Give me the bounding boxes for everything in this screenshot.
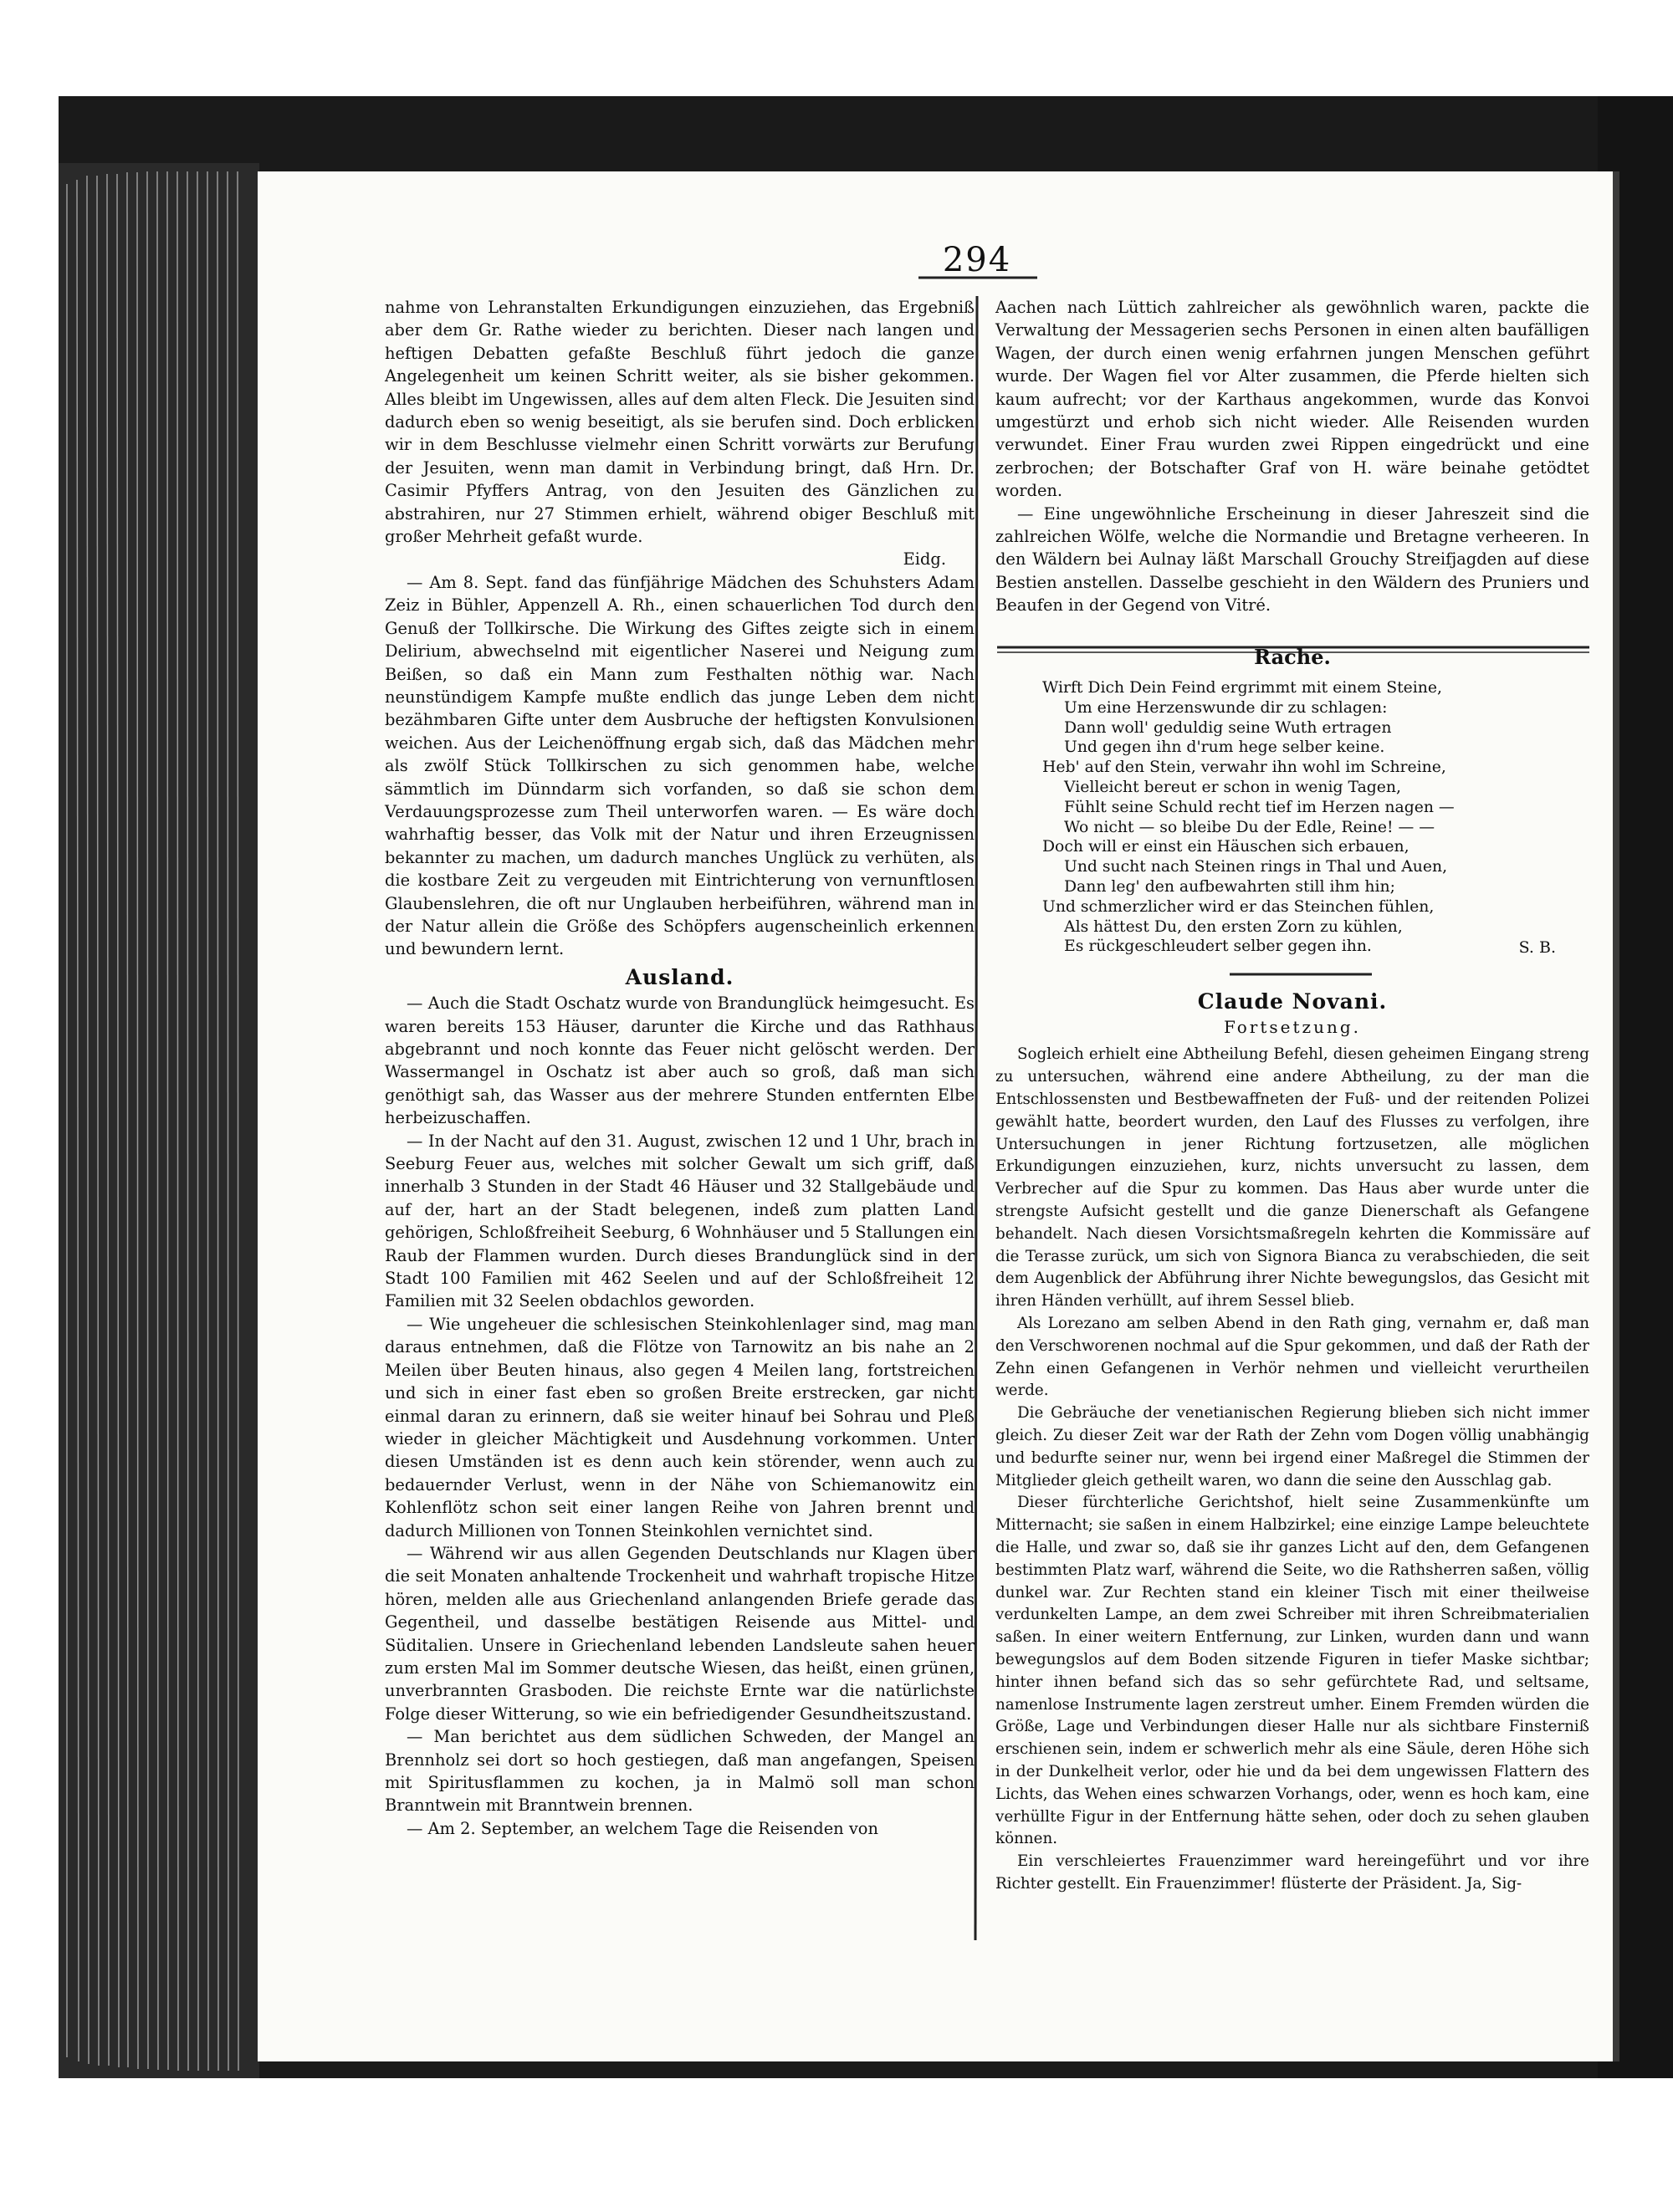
story-paragraph: Dieser fürchterliche Gerichtshof, hielt seine Zusammenkünfte um Mitternacht; sie saßen in einem Halbzirkel; eine einzige Lampe beleuchtete die Halle, und zwar so, daß sie ihr ganzes Licht auf den, dem Gefangenen bestimmten Platz warf, während die Seite, wo die Rathsherren saßen, völlig dunkel war. Zur Rechten stand ein kleiner Tisch mit einer theilweise verdunkelten Lampe, an dem zwei Schreiber mit ihren Schreibmaterialien saßen. In einer weitern Entfernung, zur Linken, wurden dann und wann bewegungslos auf dem Boden sitzende Figuren in tiefer Maske sichtbar; hinter ihnen befand sich das so sehr gefürchtete Rad, und seltsame, namenlose Instrumente lagen zerstreut umher. Einem Fremden würden die Größe, Lage und Verbindungen dieser Halle nur als sichtbare Finsterniß erschienen sein, indem er schwerlich mehr als eine Säule, deren Höhe sich in der Dunkelheit verlor, oder hie und da bei dem ungewissen Flattern des Lichts, das Wehen eines schwarzen Vorhangs, oder, wenn es hoch kam, eine verhüllte Figur in der Entfernung hätte sehen, oder doch zu sehen glauben können. [995, 1494, 1589, 1848]
story-paragraph: Die Gebräuche der venetianischen Regierung blieben sich nicht immer gleich. Zu dieser Zeit war der Rath der Zehn vom Dogen völlig unabhängig und bedurfte seiner nur, wenn bei irgend einer Maßregel die Stimmen der Mitglieder gleich getheilt waren, wo dann die seine den Ausschlag gab. [995, 1404, 1589, 1489]
signature-eidg: Eidg. [903, 549, 946, 570]
poem-line: Und sucht nach Steinen rings in Thal und Auen, [1064, 858, 1448, 876]
poem-line: Doch will er einst ein Häuschen sich erbauen, [1042, 838, 1410, 856]
poem-line: Es rückgeschleudert selber gegen ihn. [1064, 937, 1372, 956]
right-paragraph: Aachen nach Lüttich zahlreicher als gewöhnlich waren, packte die Verwaltung der Messagerien sechs Personen in einen alten baufälligen Wagen, der durch einen wenig erfahrnen jungen Menschen geführt wurde. Der Wagen fiel vor Alter zusammen, die Pferde hielten sich kaum aufrecht; vor der Karthaus angekommen, wurde das Konvoi umgestürzt und erhob sich nicht wieder. Alle Reisenden wurden verwundet. Einer Frau wurden zwei Rippen eingedrückt und eine zerbrochen; der Botschafter Graf von H. wäre beinahe getödtet worden. [995, 298, 1589, 501]
right-column [995, 296, 1589, 1896]
story-paragraph: Als Lorezano am selben Abend in den Rath ging, vernahm er, daß man den Verschworenen nochmal auf die Spur gekommen, und daß der Rath der Zehn einen Gefangenen in Verhör nehmen und vielleicht verurtheilen werde. [995, 1315, 1589, 1400]
poem [995, 678, 1589, 957]
ausland-paragraph: — Am 2. September, an welchem Tage die Reisenden von [407, 1818, 878, 1838]
page-number: 294 [942, 241, 1012, 279]
poem-line: Dann woll' geduldig seine Wuth ertragen [1064, 718, 1392, 737]
right-paragraph: — Eine ungewöhnliche Erscheinung in dieser Jahreszeit sind die zahlreichen Wölfe, welche die Normandie und Bretagne verheeren. In den Wäldern bei Aulnay läßt Marschall Grouchy Streifjagden auf diese Bestien anstellen. Dasselbe geschieht in den Wäldern des Pruniers und Beaufen in der Gegend von Vitré. [995, 503, 1589, 616]
poem-line: Fühlt seine Schuld recht tief im Herzen nagen — [1064, 798, 1455, 816]
ausland-paragraph: — In der Nacht auf den 31. August, zwischen 12 und 1 Uhr, brach in Seeburg Feuer aus, welches mit solcher Gewalt um sich griff, daß innerhalb 3 Stunden in der Stadt 46 Häuser und 32 Stallgebäude und auf der, hart an der Stadt belegenen, indeß zum platten Land gehörigen, Schloßfreiheit Seeburg, 6 Wohnhäuser und 5 Stallungen ein Raub der Flammen wurden. Durch dieses Brandunglück sind in der Stadt 100 Familien mit 462 Seelen und auf der Schloßfreiheit 12 Familien mit 32 Seelen obdachlos geworden. [385, 1131, 975, 1311]
story-paragraph: Ein verschleiertes Frauenzimmer ward hereingeführt und vor ihre Richter gestellt. Ein Frauenzimmer! flüsterte der Präsident. Ja, Sig- [995, 1852, 1589, 1893]
left-column [385, 296, 975, 1935]
ausland-paragraph: — Man berichtet aus dem südlichen Schweden, der Mangel an Brennholz sei dort so hoch gestiegen, daß man angefangen, Speisen mit Spiritusflammen zu kochen, ja in Malmö soll man schon Branntwein mit Branntwein brennen. [385, 1727, 975, 1816]
poem-line: Und gegen ihn d'rum hege selber keine. [1064, 738, 1385, 757]
story-subtitle: Fortsetzung. [1223, 1017, 1362, 1038]
scan-shadow-top [59, 96, 1623, 176]
poem-line: Wirft Dich Dein Feind ergrimmt mit einem Steine, [1042, 679, 1442, 697]
poem-line: Heb' auf den Stein, verwahr ihn wohl im Schreine, [1042, 759, 1446, 777]
story-title: Claude Novani. [1197, 989, 1388, 1014]
poem-signature: S. B. [1518, 938, 1556, 958]
poem-line: Als hättest Du, den ersten Zorn zu kühlen, [1064, 917, 1403, 936]
poem-line: Vielleicht bereut er schon in wenig Tagen, [1064, 779, 1401, 797]
story-paragraph: Sogleich erhielt eine Abtheilung Befehl, diesen geheimen Eingang streng zu untersuchen, während eine andere Abtheilung, zu der man die Entschlossensten und Bestbewaffneten der Fuß- und der reitenden Polizei gewählt hatte, beordert wurden, den Lauf des Flusses zu verfolgen, ihre Untersuchungen in jener Richtung fortzusetzen, alle möglichen Erkundigungen einzuziehen, kurz, nichts unversucht zu lassen, dem Verbrecher auf die Spur zu kommen. Das Haus aber wurde unter die strengste Aufsicht gestellt und die ganze Dienerschaft als Gefangene behandelt. Nach diesen Vorsichtsmaßregeln kehrten die Kommissäre auf die Terasse zurück, um sich von Signora Bianca zu verabschieden, die seit dem Augenblick der Abführung ihrer Nichte bewegungslos, das Gesicht mit ihren Händen verhüllt, auf ihrem Sessel blieb. [995, 1045, 1589, 1310]
column-separator [975, 296, 977, 1940]
story-body [995, 1044, 1589, 1895]
poem-line: Dann leg' den aufbewahrten still ihm hin; [1064, 878, 1395, 897]
left-paragraph: nahme von Lehranstalten Erkundigungen einzuziehen, das Ergebniß aber dem Gr. Rathe wieder zu berichten. Dieser nach langen und heftigen Debatten gefaßte Beschluß führt jedoch die ganze Angelegenheit um keinen Schritt weiter, als sie bisher gekommen. Alles bleibt im Ungewissen, alles auf dem alten Fleck. Die Jesuiten sind dadurch eben so wenig beseitigt, als sie berufen sind. Doch erblicken wir in dem Beschlusse vielmehr einen Schritt vorwärts zur Berufung der Jesuiten, wenn man damit in Verbindung bringt, daß Hrn. Dr. Casimir Pfyffers Antrag, von den Jesuiten des Gänzlichen zu abstrahiren, nur 27 Stimmen erhielt, während obiger Beschluß mit großer Mehrheit gefaßt wurde. [385, 298, 975, 547]
poem-line: Um eine Herzenswunde dir zu schlagen: [1064, 698, 1388, 717]
ausland-paragraph: — Während wir aus allen Gegenden Deutschlands nur Klagen über die seit Monaten anhaltende Trockenheit und wahrhaft tropische Hitze hören, melden alle aus Griechenland anlangenden Briefe gerade das Gegentheil, und dasselbe bestätigen Reisende aus Mittel- und Süditalien. Unsere in Griechenland lebenden Landsleute sahen heuer zum ersten Mal im Sommer deutsche Wiesen, das heißt, einen grünen, unverbrannten Grasboden. Die reichste Ernte war die natürlichste Folge dieser Witterung, so wie ein befriedigender Gesundheitszustand. [385, 1543, 975, 1724]
left-paragraph: — Am 8. Sept. fand das fünfjährige Mädchen des Schuhsters Adam Zeiz in Bühler, Appenzell A. Rh., einen schauerlichen Tod durch den Genuß der Tollkirsche. Die Wirkung des Giftes zeigte sich in einem Delirium, abwechselnd mit eigentlicher Naserei und Neigung zum Beißen, so daß ein Mann zum Festhalten nöthig war. Nach neunstündigem Kampfe mußte endlich das junge Leben dem nicht bezähmbaren Gifte unter dem Ausbruche der heftigsten Konvulsionen weichen. Aus der Leichenöffnung ergab sich, daß das Mädchen mehr als zwölf Stück Tollkirschen zu sich genommen habe, welche sämmtlich im Dünndarm sich vorfanden, so daß sie schon dem Verdauungsprozesse zum Theil unterworfen waren. — Es wäre doch wahrhaftig besser, das Volk mit der Natur und ihren Erzeugnissen bekannter zu machen, um dadurch manches Unglück zu verhüten, als die kostbare Zeit zu vergeuden mit Eintrichterung von vernunftlosen Glaubenslehren, die oft nur Unglauben herbeiführen, während man in der Natur allein die Größe des Schöpfers augenscheinlich erkennen und bewundern lernt. [385, 572, 975, 959]
poem-line: Und schmerzlicher wird er das Steinchen fühlen, [1042, 897, 1435, 916]
poem-title: Rache. [1254, 644, 1331, 669]
ausland-paragraph: — Wie ungeheuer die schlesischen Steinkohlenlager sind, mag man daraus entnehmen, daß die Flötze von Tarnowitz an bis nahe an 2 Meilen über Beuten hinaus, also gegen 4 Meilen lang, fortstreichen und sich in einer fast eben so großen Breite erstrecken, gar nicht einmal daran zu erinnern, daß sie weiter hinauf bei Sohrau und Pleß wieder in gleicher Mächtigkeit und Ausdehnung vorkommen. Unter diesen Umständen ist es denn auch kein störender, wenn auch zu bedauernder Verlust, wenn in der Nähe von Schiemanowitz ein Kohlenflötz schon seit einer langen Reihe von Jahren brennt und dadurch Millionen von Tonnen Steinkohlen vernichtet sind. [385, 1314, 975, 1540]
poem-line: Wo nicht — so bleibe Du der Edle, Reine! — — [1064, 818, 1435, 836]
right-page-edge [1613, 171, 1619, 2061]
ausland-paragraph: — Auch die Stadt Oschatz wurde von Brandunglück heimgesucht. Es waren bereits 153 Häuser, darunter die Kirche und das Rathhaus abgebrannt und noch konnte das Feuer nicht gelöscht werden. Der Wassermangel in Oschatz ist aber auch so groß, daß man sich genöthigt sah, das Wasser aus der mehrere Stunden entfernten Elbe herbeizuschaffen. [385, 994, 975, 1128]
heading-ausland: Ausland. [625, 964, 734, 989]
